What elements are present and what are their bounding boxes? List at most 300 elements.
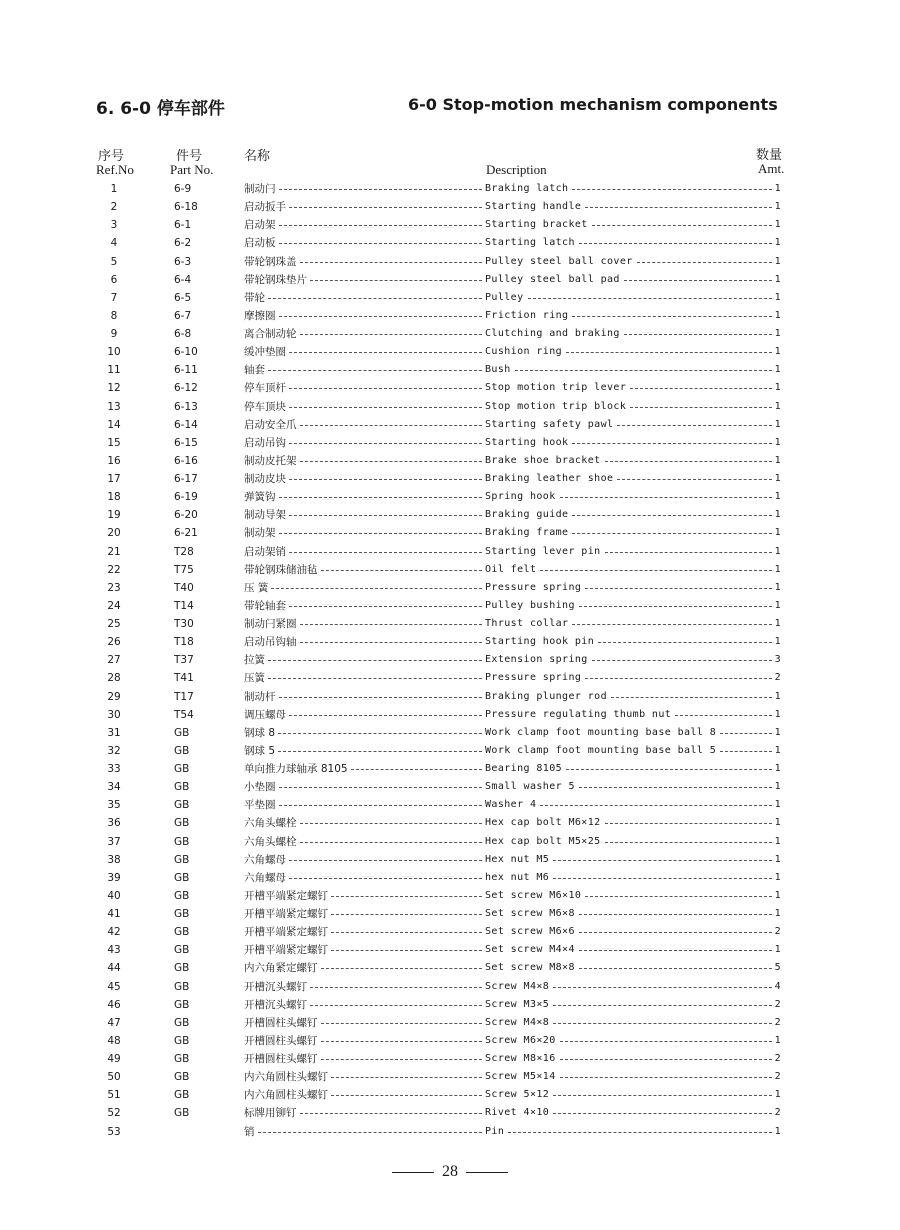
part-number: T54 [174, 708, 194, 721]
leader-dots [560, 1050, 772, 1060]
leader-dots [553, 996, 771, 1006]
name-chinese: 开槽平端紧定螺钉 [244, 926, 328, 939]
leader-dots [585, 669, 771, 679]
description-english: Braking latch [485, 183, 569, 194]
part-number: GB [174, 962, 190, 975]
description-english: Set screw M6×8 [485, 908, 575, 919]
leader-dots [300, 452, 483, 462]
description-english: Hex cap bolt M6×12 [485, 817, 601, 829]
leader-dots [321, 561, 483, 571]
part-number: GB [174, 1107, 190, 1120]
page-number: 28 [442, 1163, 458, 1180]
name-chinese-cell [244, 651, 484, 669]
amount: 1 [774, 545, 781, 557]
leader-dots [515, 361, 772, 371]
name-chinese: 标牌用铆钉 [244, 1107, 297, 1120]
ref-number: 38 [107, 853, 121, 866]
name-chinese: 开槽圆柱头螺钉 [244, 1034, 318, 1047]
description-cell [485, 524, 781, 542]
ref-number: 42 [107, 926, 121, 939]
ref-number: 32 [107, 744, 121, 757]
name-chinese-cell [244, 1014, 484, 1032]
leader-dots [617, 470, 771, 480]
table-row [0, 234, 900, 252]
part-number: GB [174, 835, 190, 848]
amount: 1 [774, 454, 781, 466]
leader-dots [553, 1104, 771, 1114]
leader-dots [585, 887, 771, 897]
leader-dots [553, 978, 771, 988]
leader-dots [300, 633, 483, 643]
table-row [0, 271, 900, 289]
name-chinese: 开槽平端紧定螺钉 [244, 889, 328, 902]
name-chinese-cell [244, 669, 484, 687]
table-row [0, 1086, 900, 1104]
table-row [0, 1068, 900, 1086]
name-chinese-cell [244, 561, 484, 579]
amount: 1 [774, 328, 781, 339]
description-cell [485, 615, 781, 633]
description-english: Friction ring [485, 309, 569, 321]
description-english: Pressure spring [485, 672, 582, 684]
leader-dots [289, 543, 482, 553]
description-english: Starting hook [485, 436, 569, 448]
table-row [0, 579, 900, 597]
leader-dots [508, 1123, 771, 1133]
description-cell [485, 1050, 781, 1068]
description-english: Screw M8×16 [485, 1053, 556, 1064]
description-cell [485, 361, 781, 379]
name-chinese: 六角螺母 [244, 853, 286, 866]
leader-dots [279, 524, 483, 534]
page-footer [0, 1163, 900, 1181]
description-english: Washer 4 [485, 799, 537, 811]
leader-dots [271, 579, 482, 589]
leader-dots [268, 289, 482, 299]
ref-number: 31 [107, 726, 121, 739]
amount: 1 [774, 237, 781, 249]
amount: 1 [774, 817, 781, 829]
ref-number: 34 [107, 781, 121, 794]
name-chinese-cell [244, 1123, 484, 1141]
amount: 1 [774, 1034, 781, 1046]
part-number: GB [174, 781, 190, 794]
amount: 1 [774, 581, 781, 593]
description-english: Set screw M4×4 [485, 944, 575, 956]
name-chinese-cell [244, 470, 484, 488]
leader-dots [579, 959, 772, 969]
ref-number: 19 [107, 509, 121, 522]
name-chinese-cell [244, 688, 484, 706]
amount: 1 [774, 273, 781, 285]
description-cell [485, 778, 781, 796]
leader-dots [630, 398, 771, 408]
name-chinese-cell [244, 887, 484, 905]
part-number: 6-16 [174, 454, 198, 467]
description-english: Braking guide [485, 509, 569, 521]
table-row [0, 724, 900, 742]
amount: 1 [774, 1089, 781, 1101]
leader-dots [528, 289, 772, 299]
description-english: Braking frame [485, 527, 569, 539]
leader-dots [279, 778, 483, 788]
leader-dots [579, 923, 772, 933]
description-english: Hex cap bolt M5×25 [485, 835, 601, 847]
name-chinese: 制动皮块 [244, 473, 286, 485]
name-chinese: 弹簧钩 [244, 491, 276, 504]
name-chinese-cell [244, 633, 484, 651]
leader-dots [605, 543, 772, 553]
column-header-part-cn: 件号 [176, 149, 203, 164]
table-row [0, 978, 900, 996]
leader-dots [720, 724, 771, 734]
footer-rule-right [466, 1172, 508, 1173]
part-number: 6-11 [174, 364, 198, 377]
description-cell [485, 959, 781, 977]
part-number: 6-13 [174, 400, 198, 413]
ref-number: 45 [107, 980, 121, 993]
part-number: T18 [174, 636, 194, 649]
leader-dots [572, 180, 771, 190]
ref-number: 5 [110, 255, 118, 268]
table-row [0, 180, 900, 198]
part-number: T28 [174, 545, 194, 558]
description-english: Clutching and braking [485, 328, 620, 339]
ref-number: 9 [110, 328, 118, 340]
name-chinese: 制动闩 [244, 183, 276, 195]
part-number: GB [174, 1034, 190, 1047]
table-row [0, 597, 900, 615]
column-header-name-cn: 名称 [244, 149, 271, 164]
description-english: Hex nut M5 [485, 853, 550, 865]
leader-dots [572, 524, 771, 534]
name-chinese-cell [244, 796, 484, 814]
description-cell [485, 579, 781, 597]
description-cell [485, 1014, 781, 1032]
name-chinese: 小垫圈 [244, 781, 276, 794]
amount: 2 [774, 1107, 781, 1119]
table-row [0, 253, 900, 271]
name-chinese-cell [244, 742, 484, 760]
ref-number: 16 [107, 454, 121, 467]
name-chinese-cell [244, 325, 484, 343]
leader-dots [258, 1123, 483, 1133]
leader-dots [300, 615, 483, 625]
leader-dots [289, 198, 482, 208]
description-english: Starting lever pin [485, 545, 601, 557]
part-number: GB [174, 871, 190, 884]
leader-dots [310, 978, 482, 988]
part-number: GB [174, 1053, 190, 1065]
name-chinese-cell [244, 452, 484, 470]
table-row [0, 216, 900, 234]
amount: 1 [774, 491, 781, 503]
ref-number: 11 [107, 364, 121, 377]
name-chinese: 停车顶块 [244, 400, 286, 413]
name-chinese: 开槽沉头螺钉 [244, 980, 307, 993]
amount: 1 [774, 853, 781, 865]
part-number: T37 [174, 654, 194, 667]
part-number: 6-10 [174, 346, 198, 359]
ref-number: 10 [107, 346, 121, 359]
leader-dots [289, 398, 482, 408]
description-english: Braking plunger rod [485, 690, 607, 702]
table-row [0, 361, 900, 379]
ref-number: 41 [107, 908, 121, 920]
leader-dots [598, 633, 771, 643]
leader-dots [279, 180, 483, 190]
part-number: T14 [174, 599, 194, 612]
table-row [0, 379, 900, 397]
leader-dots [321, 1014, 483, 1024]
amount: 1 [774, 309, 781, 321]
name-chinese: 钢球 8 [244, 726, 276, 739]
description-cell [485, 941, 781, 959]
amount: 1 [774, 527, 781, 539]
table-row [0, 941, 900, 959]
name-chinese-cell [244, 615, 484, 633]
description-cell [485, 307, 781, 325]
table-row [0, 434, 900, 452]
description-english: Pulley bushing [485, 599, 575, 611]
ref-number: 47 [107, 1016, 121, 1029]
description-english: Starting bracket [485, 219, 588, 231]
table-row [0, 851, 900, 869]
ref-number: 36 [107, 817, 121, 830]
table-row [0, 198, 900, 216]
description-english: Screw 5×12 [485, 1089, 550, 1101]
part-number: GB [174, 1016, 190, 1029]
ref-number: 1 [110, 183, 118, 195]
ref-number: 23 [107, 581, 121, 594]
name-chinese: 平垫圈 [244, 799, 276, 812]
amount: 1 [774, 618, 781, 629]
amount: 1 [774, 1125, 781, 1137]
name-chinese-cell [244, 833, 484, 851]
name-chinese-cell [244, 1086, 484, 1104]
name-chinese-cell [244, 198, 484, 216]
description-cell [485, 869, 781, 887]
leader-dots [572, 307, 771, 317]
name-chinese-cell [244, 307, 484, 325]
description-cell [485, 543, 781, 561]
ref-number: 40 [107, 889, 121, 902]
column-header-amt-cn: 数量 [756, 148, 783, 163]
leader-dots [331, 941, 482, 951]
table-row [0, 688, 900, 706]
part-number: 6-12 [174, 382, 198, 395]
part-number: GB [174, 944, 190, 957]
table-row [0, 470, 900, 488]
name-chinese-cell [244, 398, 484, 416]
description-english: Thrust collar [485, 618, 569, 629]
name-chinese-cell [244, 778, 484, 796]
name-chinese-cell [244, 905, 484, 923]
description-english: Pulley steel ball cover [485, 255, 633, 267]
part-number: T41 [174, 672, 194, 685]
ref-number: 20 [107, 527, 121, 540]
name-chinese: 带轮钢珠盖 [244, 255, 297, 268]
leader-dots [289, 343, 482, 353]
column-header-description: Description [486, 162, 547, 177]
amount: 1 [774, 219, 781, 231]
leader-dots [560, 488, 772, 498]
description-english: Bearing 8105 [485, 763, 563, 774]
amount: 1 [774, 781, 781, 793]
description-cell [485, 851, 781, 869]
leader-dots [300, 814, 483, 824]
leader-dots [310, 996, 482, 1006]
name-chinese-cell [244, 1032, 484, 1050]
name-chinese-cell [244, 271, 484, 289]
part-number: 6-14 [174, 418, 198, 431]
name-chinese-cell [244, 923, 484, 941]
ref-number: 49 [107, 1053, 121, 1065]
leader-dots [279, 796, 483, 806]
leader-dots [605, 814, 772, 824]
name-chinese-cell [244, 361, 484, 379]
amount: 2 [774, 1053, 781, 1064]
name-chinese: 带轮轴套 [244, 599, 286, 612]
ref-number: 21 [107, 545, 121, 558]
amount: 1 [774, 400, 781, 412]
leader-dots [540, 796, 771, 806]
table-row [0, 325, 900, 343]
description-cell [485, 180, 781, 198]
leader-dots [268, 669, 482, 679]
description-english: Set screw M6×6 [485, 926, 575, 938]
description-english: Spring hook [485, 491, 556, 503]
part-number: GB [174, 763, 190, 775]
description-cell [485, 923, 781, 941]
name-chinese-cell [244, 488, 484, 506]
leader-dots [268, 651, 482, 661]
name-chinese-cell [244, 1068, 484, 1086]
description-cell [485, 833, 781, 851]
description-cell [485, 1123, 781, 1141]
description-english: Extension spring [485, 654, 588, 666]
table-row [0, 923, 900, 941]
amount: 1 [774, 636, 781, 648]
description-cell [485, 561, 781, 579]
description-cell [485, 488, 781, 506]
description-cell [485, 271, 781, 289]
name-chinese-cell [244, 869, 484, 887]
leader-dots [331, 905, 482, 915]
name-chinese-cell [244, 1050, 484, 1068]
name-chinese: 压簧 [244, 672, 265, 685]
parts-list [0, 180, 900, 1141]
name-chinese: 离合制动轮 [244, 328, 297, 340]
leader-dots [289, 379, 482, 389]
description-english: Starting handle [485, 201, 582, 213]
table-row [0, 905, 900, 923]
leader-dots [331, 923, 482, 933]
name-chinese-cell [244, 343, 484, 361]
leader-dots [675, 706, 771, 716]
description-cell [485, 234, 781, 252]
leader-dots [300, 1104, 483, 1114]
name-chinese: 缓冲垫圈 [244, 346, 286, 359]
leader-dots [331, 1086, 482, 1096]
leader-dots [720, 742, 771, 752]
amount: 1 [774, 908, 781, 919]
name-chinese-cell [244, 978, 484, 996]
leader-dots [579, 778, 772, 788]
table-row [0, 742, 900, 760]
amount: 3 [774, 654, 781, 666]
ref-number: 50 [107, 1071, 121, 1084]
name-chinese-cell [244, 416, 484, 434]
name-chinese-cell [244, 724, 484, 742]
table-row [0, 651, 900, 669]
amount: 4 [774, 980, 781, 992]
table-row [0, 343, 900, 361]
leader-dots [300, 833, 483, 843]
part-number: GB [174, 726, 190, 739]
leader-dots [331, 1068, 482, 1078]
amount: 1 [774, 183, 781, 194]
part-number: GB [174, 817, 190, 830]
column-header-ref-en: Ref.No [96, 162, 134, 177]
description-english: Stop motion trip lever [485, 382, 627, 394]
amount: 1 [774, 418, 781, 430]
column-header-ref-cn: 序号 [98, 149, 125, 164]
part-number: GB [174, 908, 190, 920]
ref-number: 43 [107, 944, 121, 957]
description-cell [485, 325, 781, 343]
name-chinese: 启动扳手 [244, 201, 286, 214]
table-row [0, 615, 900, 633]
leader-dots [279, 688, 483, 698]
part-number: 6-5 [174, 291, 192, 304]
part-number: 6-7 [174, 309, 192, 322]
table-row [0, 488, 900, 506]
description-english: Bush [485, 364, 511, 376]
table-row [0, 669, 900, 687]
amount: 1 [774, 599, 781, 611]
amount: 1 [774, 201, 781, 213]
amount: 1 [774, 889, 781, 901]
description-cell [485, 887, 781, 905]
name-chinese: 内六角紧定螺钉 [244, 962, 318, 975]
leader-dots [579, 905, 772, 915]
table-row [0, 869, 900, 887]
leader-dots [617, 416, 771, 426]
amount: 1 [774, 744, 781, 756]
table-row [0, 833, 900, 851]
description-english: Oil felt [485, 563, 537, 575]
description-cell [485, 470, 781, 488]
name-chinese-cell [244, 506, 484, 524]
description-cell [485, 289, 781, 307]
leader-dots [585, 198, 771, 208]
ref-number: 33 [107, 763, 121, 775]
table-row [0, 524, 900, 542]
name-chinese-cell [244, 814, 484, 832]
amount: 2 [774, 1071, 781, 1083]
table-row [0, 633, 900, 651]
ref-number: 29 [107, 690, 121, 703]
name-chinese: 制动闩紧圈 [244, 618, 297, 630]
ref-number: 3 [110, 219, 118, 232]
part-number: GB [174, 926, 190, 939]
part-number: 6-3 [174, 255, 192, 268]
name-chinese: 启动架销 [244, 545, 286, 558]
amount: 1 [774, 255, 781, 267]
table-row [0, 1014, 900, 1032]
name-chinese-cell [244, 760, 484, 778]
